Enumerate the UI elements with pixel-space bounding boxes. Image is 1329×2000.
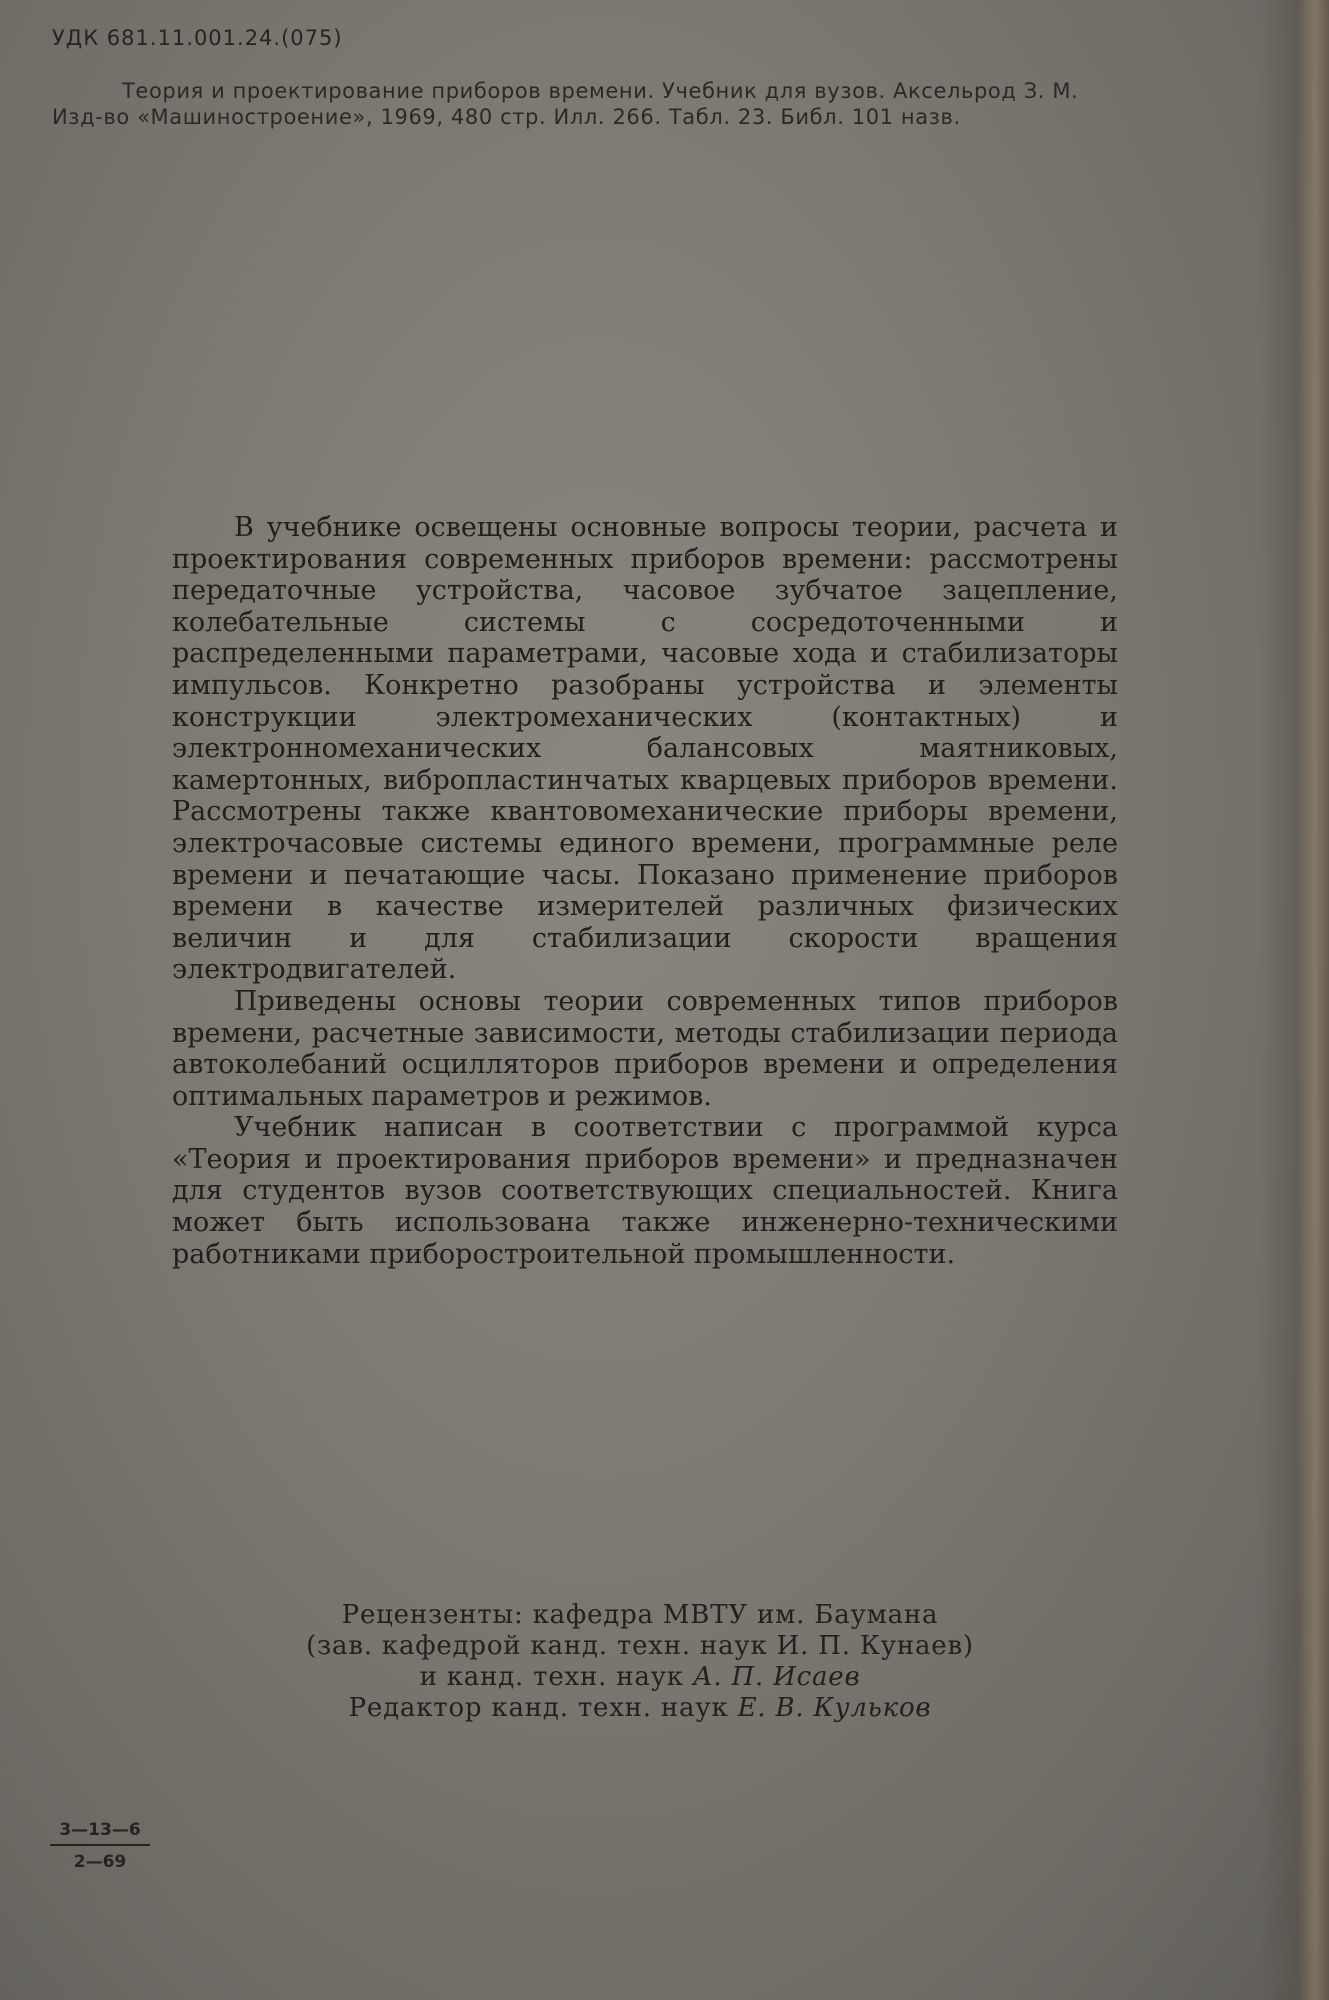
print-code-denominator: 2—69: [73, 1852, 127, 1872]
reviewer-title: и канд. техн. наук: [419, 1662, 684, 1692]
reviewers-block: [240, 1600, 1040, 1724]
editor-line: [240, 1693, 1040, 1724]
bibliographic-line-1: Теория и проектирование приборов времени. Учебник для вузов. Аксельрод З. М.: [122, 79, 1079, 103]
reviewer-name: А. П. Исаев: [692, 1662, 861, 1692]
editor-title: Редактор канд. техн. наук: [348, 1693, 729, 1723]
abstract-paragraph-3: Учебник написан в соответствии с программой курса «Теория и проектирования приборов времени» и предназначен для студентов вузов соответствующих специальностей. Книга может быть использована также инженерно-техническими работниками приборостроительной промышленности.: [172, 1112, 1118, 1270]
reviewers-line-3: [240, 1662, 1040, 1693]
page-edge-shadow: [1259, 0, 1329, 2000]
reviewers-line-1: Рецензенты: кафедра МВТУ им. Баумана: [341, 1600, 939, 1630]
udk-code: УДК 681.11.001.24.(075): [52, 26, 343, 50]
bibliographic-line-2: Изд-во «Машиностроение», 1969, 480 стр. Илл. 266. Табл. 23. Библ. 101 назв.: [52, 105, 961, 129]
abstract-paragraph-2: Приведены основы теории современных типов приборов времени, расчетные зависимости, методы стабилизации периода автоколебаний осцилляторов приборов времени и определения оптимальных параметров и режимов.: [172, 985, 1118, 1112]
reviewers-line-2: (зав. кафедрой канд. техн. наук И. П. Кунаев): [306, 1631, 974, 1661]
abstract-paragraph-1: В учебнике освещены основные вопросы теории, расчета и проектирования современных приборов времени: рассмотрены передаточные устройства, часовое зубчатое зацепление, колебательные системы с сосредоточенными и распределенными параметрами, часовые хода и стабилизаторы импульсов. Конкретно разобраны устройства и элементы конструкции электромеханических (контактных) и электронномеханических балансовых маятниковых, камертонных, вибропластинчатых кварцевых приборов времени. Рассмотрены также квантовомеханические приборы времени, электрочасовые системы единого времени, программные реле времени и печатающие часы. Показано применение приборов времени в качестве измерителей различных физических величин и для стабилизации скорости вращения электродвигателей.: [172, 512, 1118, 986]
editor-name: Е. В. Кульков: [737, 1693, 932, 1723]
bibliographic-record: [52, 78, 1242, 130]
print-code: [50, 1820, 150, 1872]
book-abstract: [172, 512, 1118, 1270]
print-code-numerator: 3—13—6: [50, 1820, 150, 1846]
